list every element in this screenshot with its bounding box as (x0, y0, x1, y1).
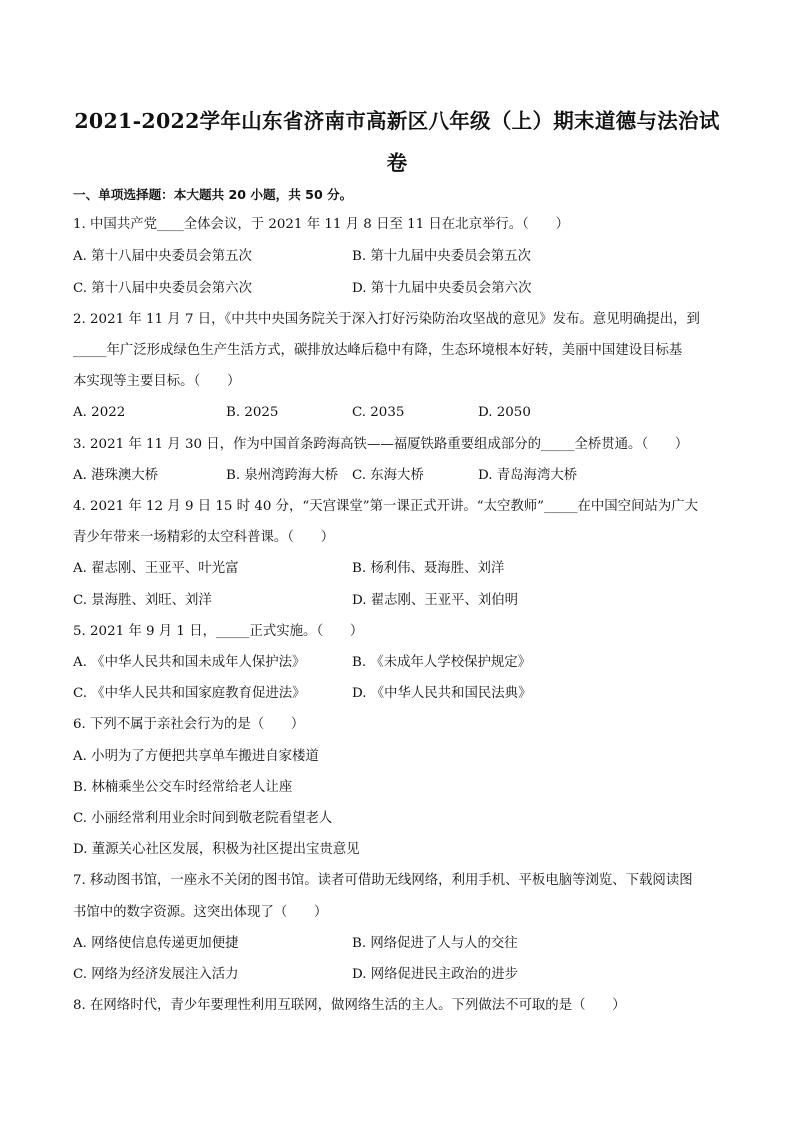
exam-title-line-1: 2021-2022学年山东省济南市高新区八年级（上）期末道德与法治试 (74, 109, 720, 133)
question-1-stem: 1. 中国共产党____全体会议，于 2021 年 11 月 8 日至 11 日在北京举行。（ ） (73, 217, 569, 232)
question-2-stem-line-3: 本实现等主要目标。（ ） (73, 374, 241, 389)
question-6-option-b: B. 林楠乘坐公交车时经常给老人让座 (73, 780, 293, 795)
question-4-stem-line-2: 青少年带来一场精彩的太空科普课。（ ） (73, 530, 335, 545)
question-7-stem-line-1: 7. 移动图书馆，一座永不关闭的图书馆。读者可借助无线网络，利用手机、平板电脑等浏览、下载阅读图 (73, 873, 693, 888)
question-6-stem: 6. 下列不属于亲社会行为的是（ ） (73, 717, 305, 732)
question-2-stem-line-2: _____年广泛形成绿色生产生活方式，碳排放达峰后稳中有降，生态环境根本好转，美丽中国建设目标基 (73, 343, 683, 358)
exam-title-line-2: 卷 (386, 151, 408, 175)
question-2-stem-line-1: 2. 2021 年 11 月 7 日，《中共中央国务院关于深入打好污染防治攻坚战的意见》发布。意见明确提出，到 (73, 312, 700, 327)
question-3-option-c: C. 东海大桥 (352, 468, 424, 483)
question-3-option-a: A. 港珠澳大桥 (73, 468, 159, 483)
question-3-stem: 3. 2021 年 11 月 30 日，作为中国首条跨海高铁——福厦铁路重要组成部分的_____全桥贯通。（ ） (73, 437, 689, 452)
question-1-option-c: C. 第十八届中央委员会第六次 (73, 281, 252, 296)
question-2-option-c: C. 2035 (352, 405, 405, 420)
question-1-option-b: B. 第十九届中央委员会第五次 (352, 249, 532, 264)
question-4-stem-line-1: 4. 2021 年 12 月 9 日 15 时 40 分，“天宫课堂”第一课正式开讲。“太空教师”_____在中国空间站为广大 (73, 499, 699, 514)
question-7-stem-line-2: 书馆中的数字资源。这突出体现了（ ） (73, 905, 328, 920)
question-4-option-d: D. 翟志刚、王亚平、刘伯明 (352, 593, 519, 608)
question-4-option-a: A. 翟志刚、王亚平、叶光富 (73, 561, 239, 576)
question-5-option-a: A. 《中华人民共和国未成年人保护法》 (73, 655, 306, 670)
question-7-option-b: B. 网络促进了人与人的交往 (352, 936, 518, 951)
question-7-option-d: D. 网络促进民主政治的进步 (352, 967, 519, 982)
question-2-option-b: B. 2025 (226, 405, 279, 420)
question-6-option-d: D. 董源关心社区发展，积极为社区提出宝贵意见 (73, 842, 360, 857)
question-5-option-c: C. 《中华人民共和国家庭教育促进法》 (73, 686, 306, 701)
section-heading: 一、单项选择题：本大题共 20 小题，共 50 分。 (73, 187, 353, 202)
question-1-option-d: D. 第十九届中央委员会第六次 (352, 281, 532, 296)
question-4-option-c: C. 景海胜、刘旺、刘洋 (73, 593, 212, 608)
question-7-option-c: C. 网络为经济发展注入活力 (73, 967, 239, 982)
question-5-option-b: B. 《未成年人学校保护规定》 (352, 655, 532, 670)
question-3-option-d: D. 青岛海湾大桥 (478, 468, 578, 483)
question-6-option-a: A. 小明为了方便把共享单车搬进自家楼道 (73, 749, 319, 764)
question-4-option-b: B. 杨利伟、聂海胜、刘洋 (352, 561, 505, 576)
question-6-option-c: C. 小丽经常利用业余时间到敬老院看望老人 (73, 811, 333, 826)
question-8-stem: 8. 在网络时代，青少年要理性利用互联网，做网络生活的主人。下列做法不可取的是（ ） (73, 998, 626, 1013)
question-2-option-a: A. 2022 (73, 405, 126, 420)
question-7-option-a: A. 网络使信息传递更加便捷 (73, 936, 239, 951)
question-5-option-d: D. 《中华人民共和国民法典》 (352, 686, 532, 701)
question-5-stem: 5. 2021 年 9 月 1 日，_____正式实施。（ ） (73, 624, 364, 639)
question-1-option-a: A. 第十八届中央委员会第五次 (73, 249, 252, 264)
question-2-option-d: D. 2050 (478, 405, 531, 420)
question-3-option-b: B. 泉州湾跨海大桥 (226, 468, 339, 483)
